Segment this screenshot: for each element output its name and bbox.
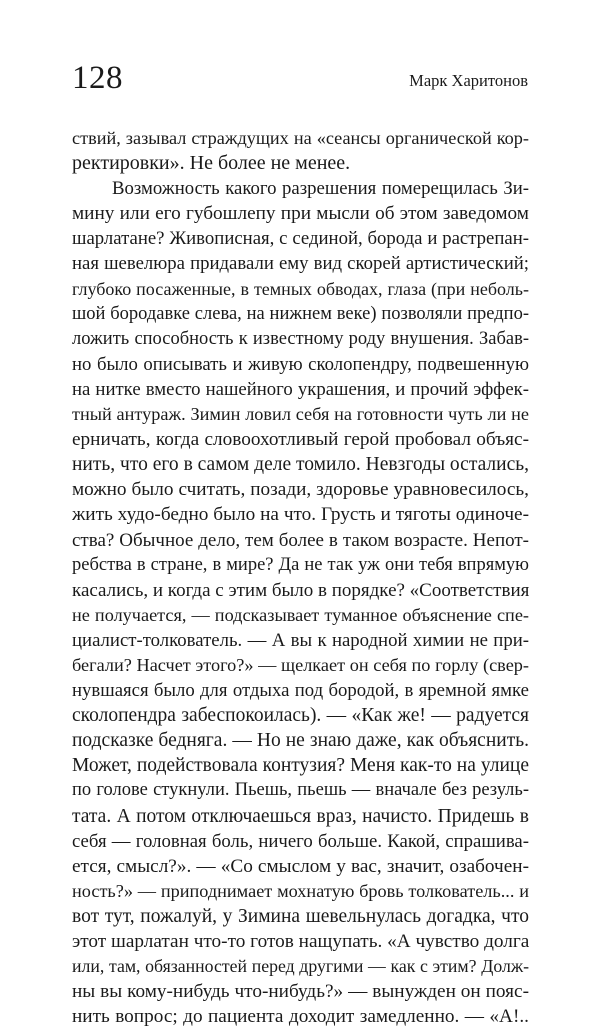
text-line: этот шарлатан что-то готов нащупать. «А чувство долга bbox=[72, 931, 530, 952]
text-line: ректировки». Не более не менее. bbox=[72, 152, 351, 175]
text-line: Возможность какого разрешения померещилась Зи- bbox=[112, 178, 529, 200]
running-head-author: Марк Харитонов bbox=[409, 71, 528, 90]
text-line: ность?» — приподнимает мохнатую бровь толкователь... и bbox=[72, 880, 529, 901]
text-line: мину или его губошлепу при мысли об этом заведомом bbox=[72, 203, 529, 225]
text-line: ложить способность к известному роду внушения. Забав- bbox=[72, 328, 529, 349]
text-line: ная шевелюра придавали ему вид скорей артистический; bbox=[72, 253, 529, 275]
text-line: вот тут, пожалуй, у Зимина шевельнулась догадка, что bbox=[72, 905, 529, 927]
text-line: подсказке бедняга. — Но не знаю даже, как объяснить. bbox=[72, 730, 529, 752]
text-line: ется, смысл?». — «Со смыслом у вас, значит, озабочен- bbox=[72, 855, 529, 877]
text-line: нить, что его в самом деле томило. Невзгоды остались, bbox=[72, 454, 529, 476]
text-line: нить вопрос; до пациента доходит замедленно. — «А!.. bbox=[72, 1006, 529, 1028]
text-line: ерничать, когда словоохотливый герой пробовал объяс- bbox=[72, 429, 529, 451]
page-header bbox=[72, 58, 528, 98]
text-line: ребства в стране, в мире? Да не так уж они тебя впрямую bbox=[72, 554, 529, 575]
text-line: ны вы кому-нибудь что-нибудь?» — вынужден он пояс- bbox=[72, 981, 529, 1003]
text-line: тный антураж. Зимин ловил себя на готовности чуть ли не bbox=[72, 404, 529, 425]
text-line: ствий, зазывал страждущих на «сеансы органической кор- bbox=[72, 128, 529, 148]
text-line: по голове стукнули. Пьешь, пьешь — вначале без резуль- bbox=[72, 780, 529, 801]
text-line: шарлатане? Живописная, с сединой, борода и растрепан- bbox=[72, 228, 529, 250]
text-line: сколопендра забеспокоилась). — «Как же! — радуется bbox=[72, 705, 529, 727]
text-line: циалист-толкователь. — А вы к народной химии не при- bbox=[72, 629, 529, 651]
text-line: себя — головная боль, ничего больше. Какой, спрашива- bbox=[72, 830, 529, 852]
page-number: 128 bbox=[72, 60, 123, 96]
text-line: бегали? Насчет этого?» — щелкает он себя по горлу (свер- bbox=[72, 654, 529, 675]
text-line: нувшаяся было для отдыха под бородой, в яремной ямке bbox=[72, 680, 529, 702]
text-line: можно было считать, позади, здоровье уравновесилось, bbox=[72, 479, 529, 501]
text-line: или, там, обязанностей перед другими — как с этим? Долж- bbox=[72, 956, 529, 977]
text-line: жить худо-бедно было на что. Грусть и тяготы одиноче- bbox=[72, 504, 529, 526]
text-line: не получается, — подсказывает туманное объяснение спе- bbox=[72, 604, 529, 625]
text-line: шой бородавке слева, на нижнем веке) позволяли предпо- bbox=[72, 303, 529, 324]
text-line: но было описывать и живую сколопендру, подвешенную bbox=[72, 353, 529, 375]
body-text bbox=[72, 126, 529, 1029]
text-line: глубоко посаженные, в темных обводах, глаза (при неболь- bbox=[72, 278, 529, 299]
text-line: на нитке вместо нашейного украшения, и прочий эффек- bbox=[72, 378, 529, 400]
text-line: ства? Обычное дело, тем более в таком возрасте. Непот- bbox=[72, 529, 529, 551]
text-line: тата. А потом отключаешься враз, начисто. Придешь в bbox=[72, 805, 529, 827]
text-line: Может, подействовала контузия? Меня как-то на улице bbox=[72, 755, 529, 777]
text-line: касались, и когда с этим было в порядке? «Соответствия bbox=[72, 579, 530, 601]
